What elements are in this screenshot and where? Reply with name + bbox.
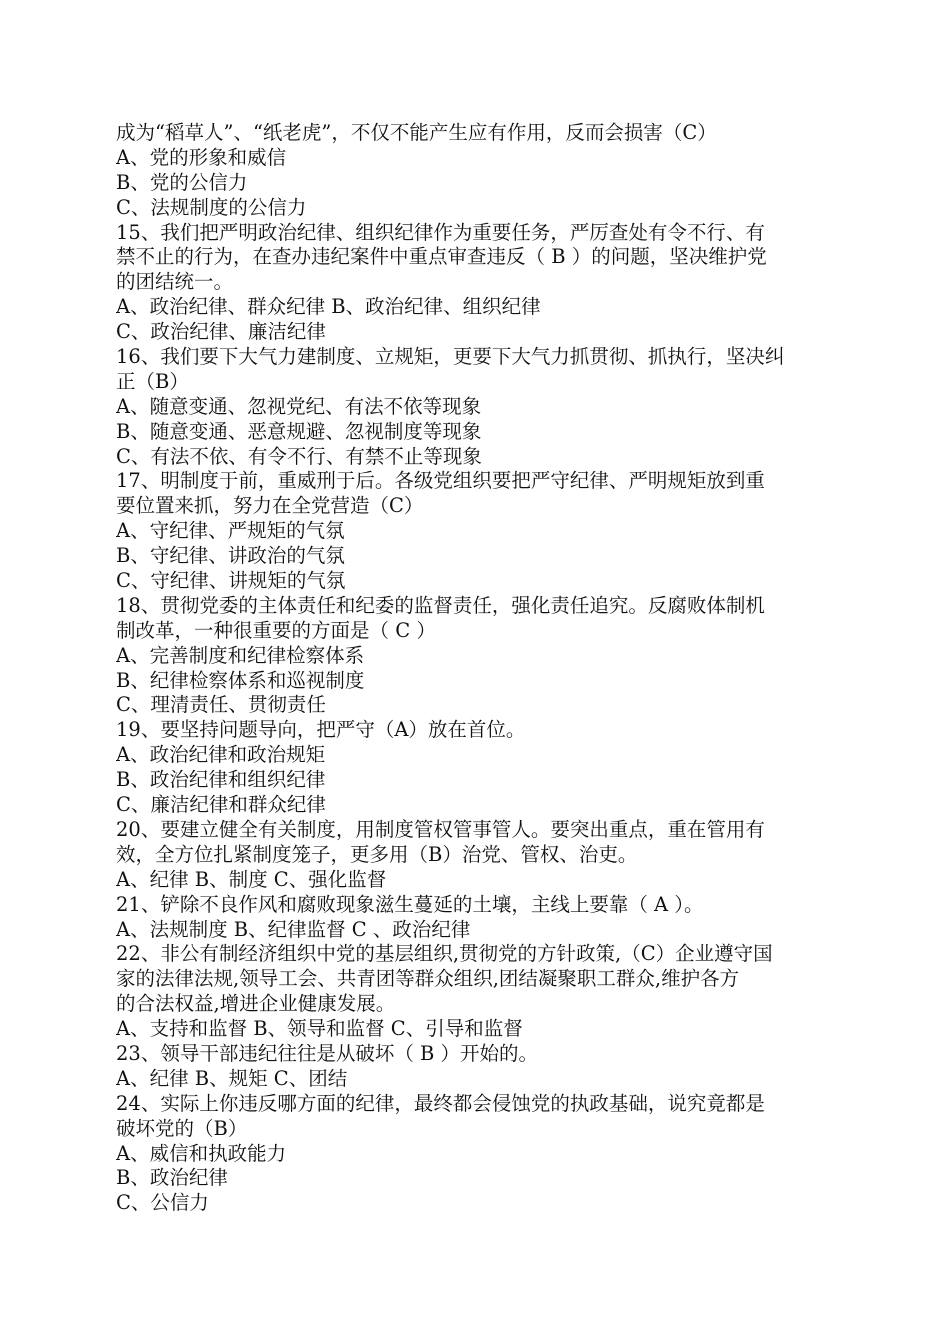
text-line: 制改革，一种很重要的方面是（ C ）	[116, 618, 436, 642]
text-line: A、随意变通、忽视党纪、有法不依等现象	[116, 394, 482, 418]
text-line: 16、我们要下大气力建制度、立规矩，更要下大气力抓贯彻、抓执行，坚决纠	[116, 345, 785, 369]
text-line: C、法规制度的公信力	[116, 195, 307, 219]
text-line: A、守纪律、严规矩的气氛	[116, 519, 345, 543]
text-line: 22、非公有制经济组织中党的基层组织,贯彻党的方针政策,（C）企业遵守国	[116, 942, 773, 966]
text-line: C、理清责任、贯彻责任	[116, 693, 326, 717]
text-line: 18、贯彻党委的主体责任和纪委的监督责任，强化责任追究。反腐败体制机	[116, 593, 765, 617]
text-line: 禁不止的行为，在查办违纪案件中重点审查违反（ B ）的问题，坚决维护党	[116, 245, 767, 269]
text-line: C、守纪律、讲规矩的气氛	[116, 569, 346, 593]
text-line: 20、要建立健全有关制度，用制度管权管事管人。要突出重点，重在管用有	[116, 817, 765, 841]
text-line: C、廉洁纪律和群众纪律	[116, 793, 326, 817]
text-line: 正（B）	[116, 369, 189, 393]
text-line: A、法规制度 B、纪律监督 C 、政治纪律	[116, 917, 471, 941]
text-line: A、完善制度和纪律检察体系	[116, 643, 365, 667]
text-line: B、政治纪律和组织纪律	[116, 768, 326, 792]
text-line: 21、铲除不良作风和腐败现象滋生蔓延的土壤，主线上要靠（ A ）。	[116, 892, 704, 916]
text-line: C、有法不依、有令不行、有禁不止等现象	[116, 444, 482, 468]
text-line: 23、领导干部违纪往往是从破坏（ B ）开始的。	[116, 1041, 539, 1065]
text-line: C、公信力	[116, 1191, 209, 1215]
text-line: A、支持和监督 B、领导和监督 C、引导和监督	[116, 1017, 523, 1041]
text-line: 要位置来抓，努力在全党营造（C）	[116, 494, 424, 518]
text-line: A、政治纪律、群众纪律 B、政治纪律、组织纪律	[116, 295, 541, 319]
text-line: 17、明制度于前，重威刑于后。各级党组织要把严守纪律、严明规矩放到重	[116, 469, 765, 493]
text-line: A、纪律 B、制度 C、强化监督	[116, 867, 387, 891]
text-line: 效，全方位扎紧制度笼子，更多用（B）治党、管权、治吏。	[116, 842, 638, 866]
text-line: 破坏党的（B）	[116, 1116, 248, 1140]
text-line: A、党的形象和威信	[116, 145, 287, 169]
document-body	[116, 121, 838, 1216]
text-line: A、威信和执政能力	[116, 1141, 287, 1165]
text-line: B、党的公信力	[116, 170, 248, 194]
text-line: A、政治纪律和政治规矩	[116, 743, 326, 767]
text-line: B、守纪律、讲政治的气氛	[116, 544, 345, 568]
text-line: 家的法律法规,领导工会、共青团等群众组织,团结凝聚职工群众,维护各方	[116, 967, 740, 991]
text-line: 24、实际上你违反哪方面的纪律，最终都会侵蚀党的执政基础，说究竟都是	[116, 1091, 765, 1115]
text-line: 19、要坚持问题导向，把严守（A）放在首位。	[116, 718, 526, 742]
text-line: 成为“稻草人”、“纸老虎”，不仅不能产生应有作用，反而会损害（C）	[116, 121, 717, 144]
text-line: B、纪律检察体系和巡视制度	[116, 668, 365, 692]
text-line: 的团结统一。	[116, 270, 234, 294]
text-line: A、纪律 B、规矩 C、团结	[116, 1066, 348, 1090]
text-line: B、政治纪律	[116, 1166, 228, 1190]
text-line: 的合法权益,增进企业健康发展。	[116, 992, 396, 1016]
text-line: B、随意变通、恶意规避、忽视制度等现象	[116, 419, 482, 443]
text-line: 15、我们把严明政治纪律、组织纪律作为重要任务，严厉查处有令不行、有	[116, 220, 765, 244]
text-line: C、政治纪律、廉洁纪律	[116, 320, 326, 344]
